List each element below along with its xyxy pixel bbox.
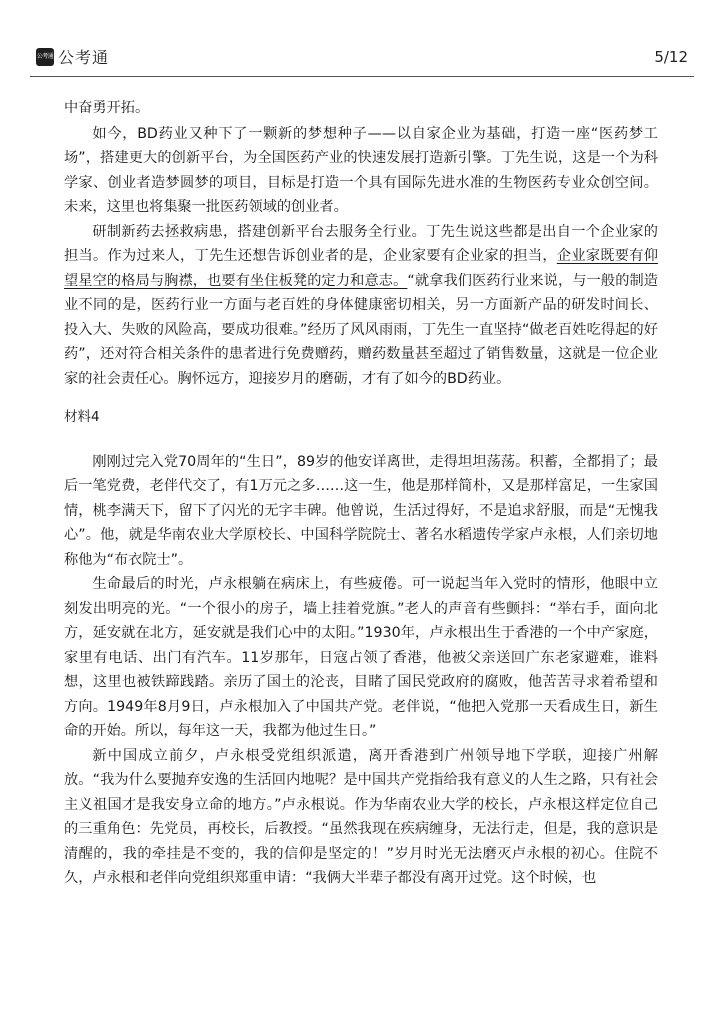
document-body <box>64 96 658 891</box>
brand-logo-icon: 公考通 <box>36 48 54 66</box>
page-header <box>0 0 724 80</box>
paragraph-3-text-a: 研制新药去拯救病患，搭建创新平台去服务全行业。丁先生说这些都是出自一个企业家的担当。作为过来人，丁先生还想告诉创业者的是，企业家要有企业家的担当， <box>64 223 658 264</box>
paragraph-6: 新中国成立前夕，卢永根受党组织派遣，离开香港到广州领导地下学联，迎接广州解放。“我为什么要抛弃安逸的生活回内地呢？是中国共产党指给我有意义的人生之路，只有社会主义祖国才是我安身立命的地方。”卢永根说。作为华南农业大学的校长，卢永根这样定位自己的三重角色：先党员，再校长，后教授。“虽然我现在疾病缠身，无法行走，但是，我的意识是清醒的，我的牵挂是不变的，我的信仰是坚定的！”岁月时光无法磨灭卢永根的初心。住院不久，卢永根和老伴向党组织郑重申请：“我俩大半辈子都没有离开过党。这个时候，也 <box>64 747 658 886</box>
brand-name: 公考通 <box>58 48 110 67</box>
paragraph-4: 刚刚过完入党70周年的“生日”，89岁的他安详离世，走得坦坦荡荡。积蓄，全都捐了；最后一笔党费，老伴代交了，有1万元之多……这一生，他是那样简朴，又是那样富足，一生家国情，桃李满天下，留下了闪光的无字丰碑。他曾说，生活过得好，不是追求舒服，而是“无愧我心”。他，就是华南农业大学原校长、中国科学院院士、著名水稻遗传学家卢永根，人们亲切地称他为“布衣院士”。 <box>64 453 658 568</box>
paragraph-3 <box>64 220 658 392</box>
paragraph-1: 中奋勇开拓。 <box>64 100 150 116</box>
page-number: 5/12 <box>654 48 688 66</box>
paragraph-5: 生命最后的时光，卢永根躺在病床上，有些疲倦。可一说起当年入党时的情形，他眼中立刻发出明亮的光。“一个很小的房子，墙上挂着党旗。”老人的声音有些颤抖：“举右手，面向北方，延安就在北方，延安就是我们心中的太阳。”1930年，卢永根出生于香港的一个中产家庭，家里有电话、出门有汽车。11岁那年，日寇占领了香港，他被父亲送回广东老家避难，谁料想，这里也被铁蹄践踏。亲历了国土的沦丧，目睹了国民党政府的腐败，他苦苦寻求着希望和方向。1949年8月9日，卢永根加入了中国共产党。老伴说，“他把入党那一天看成生日，新生命的开始。所以，每年这一天，我都为他过生日。” <box>64 576 658 739</box>
material-heading: 材料4 <box>64 409 100 425</box>
header-divider <box>30 76 694 77</box>
paragraph-3-underlined: 企业家既要有仰望星空的格局与胸襟，也要有坐住板凳的定力和意志。 <box>64 248 658 289</box>
paragraph-2: 如今，BD药业又种下了一颗新的梦想种子——以自家企业为基础，打造一座“医药梦工场”，搭建更大的创新平台，为全国医药产业的快速发展打造新引擎。丁先生说，这是一个为科学家、创业者造梦圆梦的项目，目标是打造一个具有国际先进水准的生物医药专业众创空间。未来，这里也将集聚一批医药领域的创业者。 <box>64 125 658 215</box>
paragraph-3-text-b: “就拿我们医药行业来说，与一般的制造业不同的是，医药行业一方面与老百姓的身体健康密切相关，另一方面新产品的研发时间长、投入大、失败的风险高，要成功很难。”经历了风风雨雨，丁先生一直坚持“做老百姓吃得起的好药”，还对符合相关条件的患者进行免费赠药，赠药数量甚至超过了销售数量，这就是一位企业家的社会责任心。胸怀远方，迎接岁月的磨砺，才有了如今的BD药业。 <box>64 272 658 387</box>
